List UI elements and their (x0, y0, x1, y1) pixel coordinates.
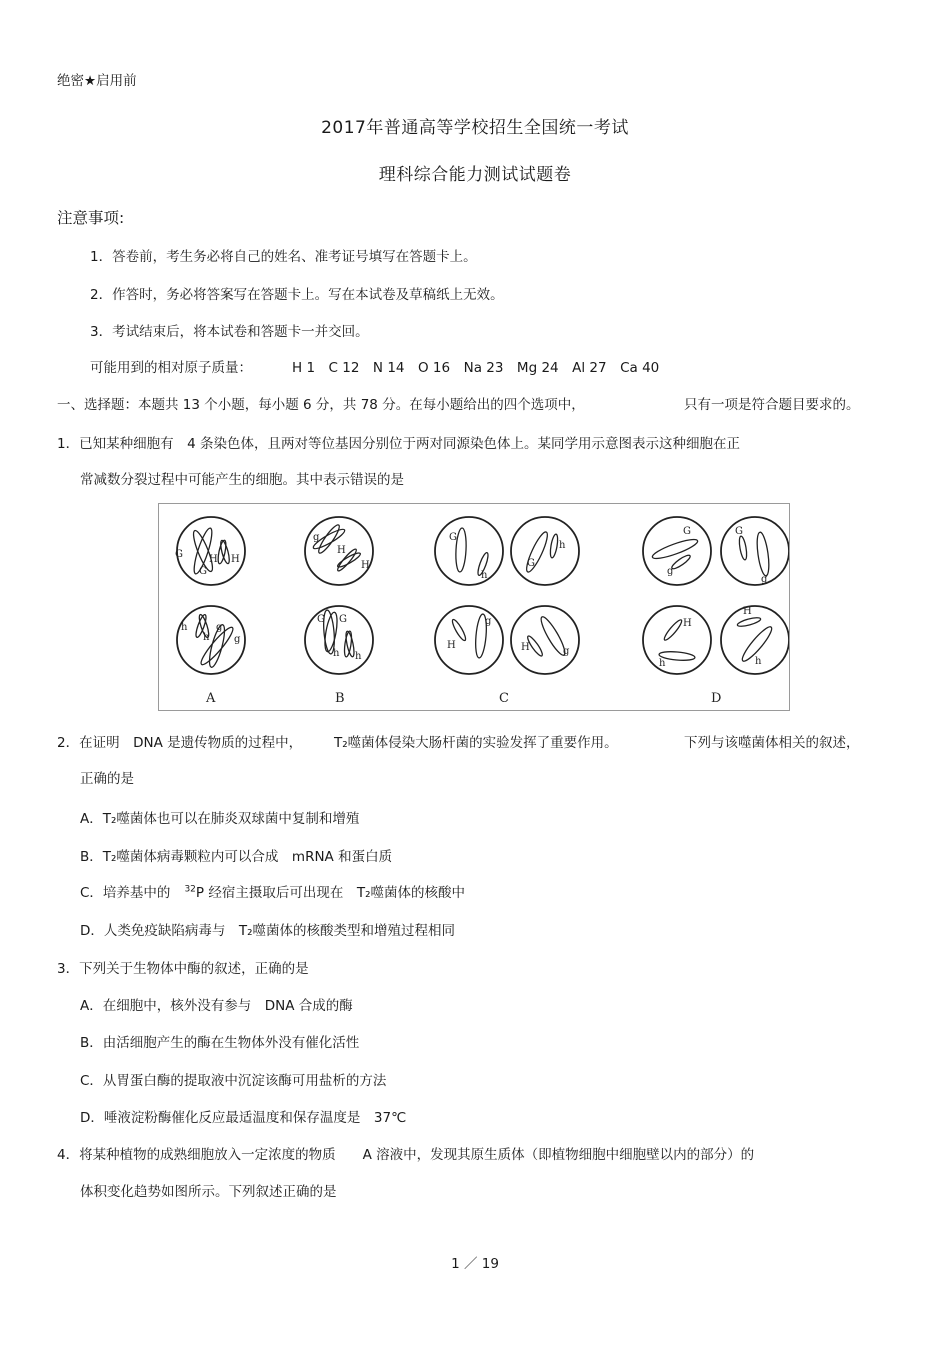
cell-a1 (175, 517, 245, 585)
exam-title: 2017年普通高等学校招生全国统一考试 (321, 118, 629, 138)
notes-heading: 注意事项: (57, 209, 125, 227)
allele-label: G (199, 566, 207, 577)
q2-stem-line2: 正确的是 (80, 771, 134, 787)
allele-label: h (755, 656, 762, 667)
allele-label: H (361, 560, 370, 571)
section1-intro: 一、选择题：本题共 13 个小题，每小题 6 分，共 78 分。在每小题给出的四个选项中， (57, 397, 585, 413)
allele-label: H (231, 554, 240, 565)
atomic-mass-label: 可能用到的相对原子质量： (90, 360, 252, 376)
panel-a (175, 517, 245, 706)
allele-label: G (735, 526, 743, 537)
allele-label: h (481, 570, 488, 581)
q2-option-a: A．T₂噬菌体也可以在肺炎双球菌中复制和增殖 (80, 811, 360, 827)
allele-label: g (563, 646, 570, 657)
q4-stem-line1: 4．将某种植物的成熟细胞放入一定浓度的物质 A 溶液中，发现其原生质体（即植物细胞中细胞壁以内的部分）的 (57, 1147, 755, 1163)
panel-label-a: A (206, 691, 216, 706)
note-item-2: 2．作答时，务必将答案写在答题卡上。写在本试卷及草稿纸上无效。 (90, 287, 504, 303)
allele-label: h (333, 648, 340, 659)
allele-label: H (447, 640, 456, 651)
q2-option-c (80, 881, 465, 901)
q2-option-d: D．人类免疫缺陷病毒与 T₂噬菌体的核酸类型和增殖过程相同 (80, 923, 456, 939)
allele-label: G (339, 614, 347, 625)
allele-label: g (485, 616, 492, 627)
q4-stem-line2: 体积变化趋势如图所示。下列叙述正确的是 (80, 1184, 337, 1200)
atomic-mass-values: H 1 C 12 N 14 O 16 Na 23 Mg 24 Al 27 Ca 40 (292, 360, 660, 376)
section1-intro-end: 只有一项是符合题目要求的。 (684, 397, 860, 413)
page-number: 1 ／ 19 (451, 1256, 499, 1272)
panel-c (435, 517, 579, 706)
allele-label: g (761, 574, 768, 585)
allele-label: h (203, 632, 210, 643)
q3-option-d: D．唾液淀粉酶催化反应最适温度和保存温度是 37℃ (80, 1110, 407, 1126)
isotope-mass-number: 32 (184, 884, 196, 895)
cell-c3 (435, 606, 503, 674)
q3-option-c: C．从胃蛋白酶的提取液中沉淀该酶可用盐析的方法 (80, 1073, 387, 1089)
allele-label: g (216, 622, 223, 633)
panel-label-d: D (711, 691, 722, 706)
q2-stem-part2: T₂噬菌体侵染大肠杆菌的实验发挥了重要作用。 (334, 735, 618, 751)
allele-label: h (181, 622, 188, 633)
cell-d3 (643, 606, 711, 674)
panel-b (305, 517, 373, 706)
q1-cell-diagram (158, 503, 790, 711)
q2-stem-part3: 下列与该噬菌体相关的叙述， (684, 735, 860, 751)
allele-label: H (683, 618, 692, 629)
allele-label: h (355, 651, 362, 662)
cell-c2 (511, 517, 579, 585)
allele-label: H (521, 642, 530, 653)
allele-label: g (667, 566, 674, 577)
q3-stem: 3．下列关于生物体中酶的叙述，正确的是 (57, 961, 309, 977)
allele-label: G (175, 549, 183, 560)
cell-c4 (511, 606, 579, 674)
panel-label-c: C (499, 691, 509, 706)
allele-label: H (337, 545, 346, 556)
allele-label: G (527, 558, 535, 569)
cell-c1 (435, 517, 503, 585)
q3-option-a: A．在细胞中，核外没有参与 DNA 合成的酶 (80, 998, 353, 1014)
cell-d4 (721, 606, 789, 674)
paper-subtitle: 理科综合能力测试试题卷 (378, 165, 572, 185)
cell-d1 (643, 517, 711, 585)
cell-b2 (305, 606, 373, 674)
allele-label: H (743, 606, 752, 617)
q2-option-c-prefix: C．培养基中的 (80, 885, 171, 901)
q3-option-b: B．由活细胞产生的酶在生物体外没有催化活性 (80, 1035, 360, 1051)
q1-stem-line2: 常减数分裂过程中可能产生的细胞。其中表示错误的是 (80, 472, 404, 488)
cell-a2 (177, 606, 245, 674)
cell-b1 (305, 517, 373, 585)
allele-label: G (317, 614, 325, 625)
allele-label: G (683, 526, 691, 537)
note-item-1: 1．答卷前，考生务必将自己的姓名、准考证号填写在答题卡上。 (90, 249, 477, 265)
panel-label-b: B (335, 691, 345, 706)
allele-label: g (313, 532, 320, 543)
q2-stem-part1: 2．在证明 DNA 是遗传物质的过程中， (57, 735, 303, 751)
allele-label: g (234, 634, 241, 645)
allele-label: G (449, 532, 457, 543)
q1-stem-line1: 1．已知某种细胞有 4 条染色体，且两对等位基因分别位于两对同源染色体上。某同学用示意图表示这种细胞在正 (57, 436, 740, 452)
allele-label: h (659, 658, 666, 669)
secret-mark: 绝密★启用前 (57, 73, 137, 89)
q2-option-c-rest: P 经宿主摄取后可出现在 T₂噬菌体的核酸中 (195, 885, 465, 901)
allele-label: h (559, 540, 566, 551)
q2-option-b: B．T₂噬菌体病毒颗粒内可以合成 mRNA 和蛋白质 (80, 849, 393, 865)
panel-d (643, 517, 789, 706)
note-item-3: 3．考试结束后，将本试卷和答题卡一并交回。 (90, 324, 369, 340)
allele-label: H (209, 554, 218, 565)
cell-d2 (721, 517, 789, 585)
